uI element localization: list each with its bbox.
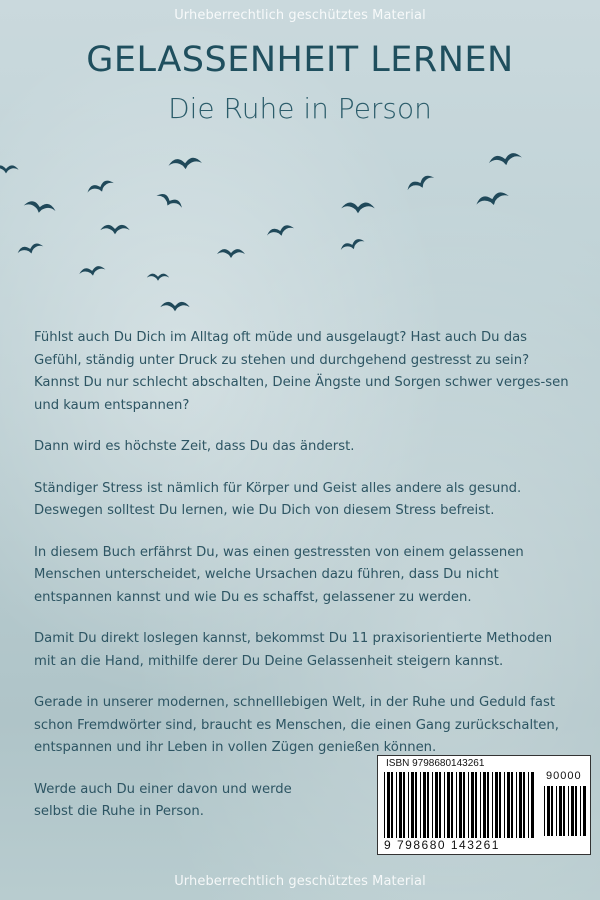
bird-group (0, 152, 523, 312)
barcode-bar (563, 786, 565, 836)
barcode-bar (432, 772, 433, 838)
barcode-bar (495, 772, 498, 838)
barcode-bar (451, 772, 453, 838)
barcode-bar (571, 786, 574, 836)
barcode-bar (487, 772, 489, 838)
barcode-bar (468, 772, 469, 838)
barcode-bar (471, 772, 474, 838)
barcode-bar (551, 786, 553, 836)
blurb-paragraph: Damit Du direkt loslegen kannst, bekommst Du 11 praxisorientierte Methoden mit an die Hand, mithilfe derer Du Deine Gelassenheit steigern kannst. (34, 631, 553, 669)
barcode-bar (556, 786, 557, 836)
price-barcode-bars-icon (544, 786, 586, 836)
barcode-bar (444, 772, 445, 838)
blurb-paragraph: Ständiger Stress ist nämlich für Körper und Geist alles andere als gesund. Deswegen solltest Du lernen, wie Du Dich von diesem Stress befreist. (34, 480, 522, 518)
barcode-bar (387, 772, 390, 838)
barcode-bar (504, 772, 505, 838)
barcode-bar (456, 772, 457, 838)
barcode-bar (523, 772, 525, 838)
barcode-bar (507, 772, 510, 838)
watermark-top: Urheberrechtlich geschütztes Material (174, 8, 426, 23)
barcode-digits: 9 798680 143261 (384, 838, 500, 852)
barcode-bar (483, 772, 486, 838)
barcode-bar (399, 772, 402, 838)
barcode-bar (492, 772, 493, 838)
barcode-bar (580, 786, 581, 836)
barcode-bar (420, 772, 421, 838)
barcode-bar (480, 772, 481, 838)
blurb-paragraph: In diesem Buch erfährst Du, was einen gestressten von einem gelassenen Menschen unterscheidet, welche Ursachen dazu führen, dass Du nicht entspannen kannst und wie Du es schaffst, gelassener zu werden. (34, 544, 524, 605)
barcode-bar (384, 772, 385, 838)
barcode-bar (583, 786, 586, 836)
blurb-paragraph-closing: Werde auch Du einer davon und werde selbst die Ruhe in Person. (34, 781, 292, 819)
blurb-paragraph: Fühlst auch Du Dich im Alltag oft müde und ausgelaugt? Hast auch Du das Gefühl, ständig unter Druck zu stehen und durchgehend gestresst zu sein? Kannst Du nur schlecht abschalten, Deine Ängste und Sorgen schwer verges-sen und kaum entspannen? (34, 330, 569, 413)
barcode-bar (435, 772, 438, 838)
book-subtitle: Die Ruhe in Person (168, 92, 432, 125)
barcode-bar (396, 772, 397, 838)
barcode-bar (415, 772, 417, 838)
barcode-bar (403, 772, 405, 838)
barcode-bar (531, 772, 534, 838)
barcode-bar (568, 786, 569, 836)
barcode-bar (459, 772, 462, 838)
barcode-bar (475, 772, 477, 838)
barcode-bars-icon (384, 772, 534, 838)
watermark-bottom: Urheberrechtlich geschütztes Material (174, 874, 426, 889)
barcode-bar (516, 772, 517, 838)
barcode-bar (575, 786, 577, 836)
isbn-label: ISBN 9798680143261 (386, 758, 485, 769)
barcode-bar (519, 772, 522, 838)
barcode-bar (499, 772, 501, 838)
isbn-barcode (377, 755, 591, 855)
barcode-bar (547, 786, 550, 836)
blurb-paragraph: Dann wird es höchste Zeit, dass Du das änderst. (34, 439, 355, 454)
barcode-bar (423, 772, 426, 838)
barcode-bar (408, 772, 409, 838)
barcode-bar (528, 772, 529, 838)
barcode-bar (411, 772, 414, 838)
barcode-bar (544, 786, 545, 836)
barcode-bar (463, 772, 465, 838)
barcode-bar (559, 786, 562, 836)
barcode-bar (391, 772, 393, 838)
blurb-paragraph: Gerade in unserer modernen, schnelllebigen Welt, in der Ruhe und Geduld fast schon Fremdwörter sind, braucht es Menschen, die einen Gang zurückschalten, entspannen und ihr Leben in vollen Zügen genießen können. (34, 695, 559, 755)
flock-of-birds-icon (0, 140, 600, 330)
book-title: GELASSENHEIT LERNEN (86, 40, 514, 80)
barcode-bar (511, 772, 513, 838)
barcode-bar (447, 772, 450, 838)
price-code: 90000 (546, 770, 582, 782)
barcode-bar (439, 772, 441, 838)
barcode-bar (427, 772, 429, 838)
